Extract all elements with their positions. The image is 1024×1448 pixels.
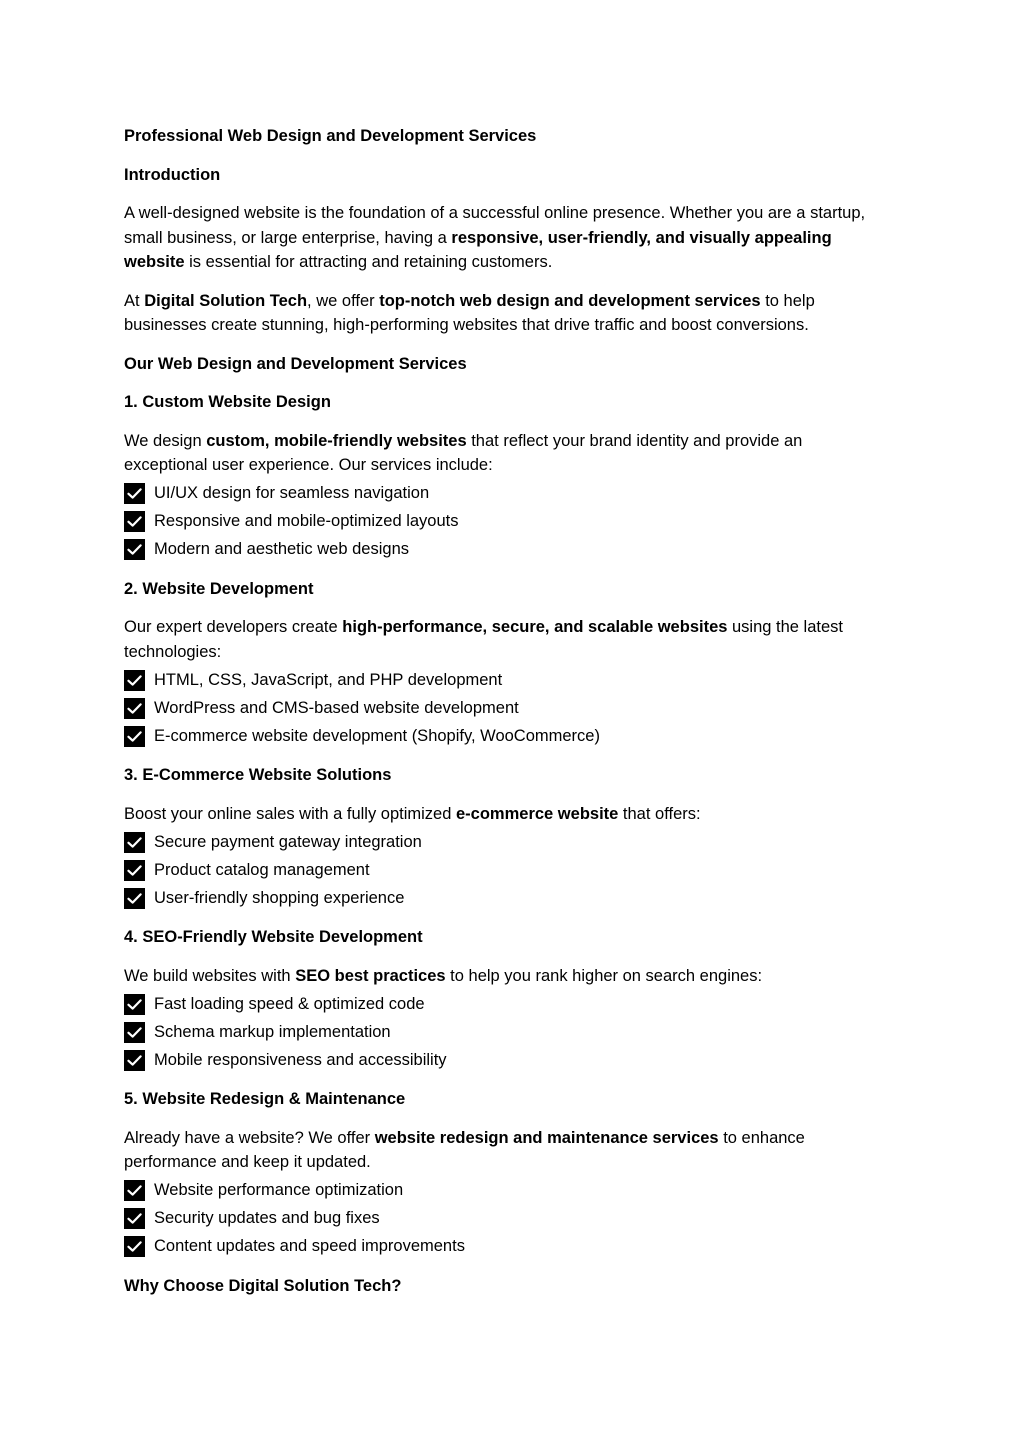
document-body <box>124 124 884 1312</box>
checklist-item <box>124 480 884 508</box>
section-text-bold: website redesign and maintenance services <box>374 1128 719 1147</box>
check-box-icon <box>124 483 145 504</box>
section-paragraph <box>124 1126 884 1175</box>
check-box-icon <box>124 539 145 560</box>
checklist-item-label: WordPress and CMS-based website development <box>154 698 519 717</box>
checklist-item-label: Modern and aesthetic web designs <box>154 540 409 559</box>
check-box-icon <box>124 1022 145 1043</box>
check-box-icon <box>124 994 145 1015</box>
check-box-icon <box>124 1236 145 1257</box>
section-paragraph <box>124 615 884 664</box>
checklist <box>124 828 884 912</box>
section-heading: 2. Website Development <box>124 579 314 598</box>
checklist-item-label: Product catalog management <box>154 860 370 879</box>
checklist-item-label: Content updates and speed improvements <box>154 1237 465 1256</box>
company-name-bold: Digital Solution Tech <box>144 291 308 310</box>
checklist <box>124 1177 884 1261</box>
checklist <box>124 480 884 564</box>
section-paragraph <box>124 429 884 478</box>
section-paragraph <box>124 802 884 827</box>
checklist-item <box>124 1177 884 1205</box>
section-heading: 5. Website Redesign & Maintenance <box>124 1090 406 1108</box>
section-text-bold: custom, mobile-friendly websites <box>206 431 467 450</box>
why-choose-heading: Why Choose Digital Solution Tech? <box>124 1276 402 1295</box>
section-text-bold: SEO best practices <box>295 966 446 985</box>
checklist-item <box>124 828 884 856</box>
checklist <box>124 990 884 1074</box>
section-text-a: Our expert developers create <box>124 618 343 636</box>
checklist-item <box>124 508 884 536</box>
intro-p1-text-c: is essential for attracting and retaining customers. <box>184 253 553 271</box>
checklist-item <box>124 722 884 750</box>
intro-p2-text-a: At <box>124 291 145 310</box>
section-text-c: to enhance performance and keep it updated. <box>124 1128 805 1171</box>
section-text-c: that reflect your brand identity and provide an exceptional user experience. Our services include: <box>124 431 803 474</box>
check-box-icon <box>124 860 145 881</box>
check-box-icon <box>124 726 145 747</box>
checklist-item <box>124 536 884 564</box>
section-text-c: to help you rank higher on search engines: <box>445 966 763 985</box>
section-text-a: We build websites with <box>124 966 296 985</box>
checklist-item-label: E-commerce website development (Shopify, WooCommerce) <box>154 726 600 745</box>
checklist-item <box>124 694 884 722</box>
checklist-item-label: HTML, CSS, JavaScript, and PHP development <box>154 670 503 689</box>
check-box-icon <box>124 698 145 719</box>
section-text-bold: e-commerce website <box>456 804 619 823</box>
intro-p2-text-e: to help businesses create stunning, high-performing websites that drive traffic and boost conversions. <box>124 291 815 334</box>
section-text-bold: high-performance, secure, and scalable websites <box>342 618 728 636</box>
section-text-c: that offers: <box>618 804 701 823</box>
intro-p1-text-a: A well-designed website is the foundation of a successful online presence. Whether you are a startup, small business, or large enterprise, having a <box>124 204 866 247</box>
intro-p2-text-c: , we offer <box>307 291 380 310</box>
intro-p1-bold: responsive, user-friendly, and visually appealing website <box>124 228 832 271</box>
checklist-item <box>124 990 884 1018</box>
services-sections <box>124 390 884 1261</box>
check-box-icon <box>124 1180 145 1201</box>
checklist-item-label: UI/UX design for seamless navigation <box>154 484 430 503</box>
checklist-item <box>124 1046 884 1074</box>
section-text-a: Boost your online sales with a fully optimized <box>124 804 456 823</box>
checklist-item <box>124 856 884 884</box>
section-heading: 4. SEO-Friendly Website Development <box>124 928 423 946</box>
intro-p2-bold: top-notch web design and development services <box>379 291 761 310</box>
checklist-item-label: User-friendly shopping experience <box>154 888 405 907</box>
check-box-icon <box>124 832 145 853</box>
check-box-icon <box>124 888 145 909</box>
checklist-item-label: Fast loading speed & optimized code <box>154 994 425 1013</box>
intro-paragraph-1 <box>124 201 884 275</box>
check-box-icon <box>124 1050 145 1071</box>
checklist-item-label: Mobile responsiveness and accessibility <box>154 1050 447 1069</box>
checklist-item-label: Website performance optimization <box>154 1181 404 1200</box>
check-box-icon <box>124 1208 145 1229</box>
checklist-item-label: Security updates and bug fixes <box>154 1209 380 1228</box>
check-box-icon <box>124 670 145 691</box>
checklist-item <box>124 1233 884 1261</box>
checklist-item <box>124 1018 884 1046</box>
section-text-a: Already have a website? We offer <box>124 1128 375 1147</box>
checklist-item-label: Responsive and mobile-optimized layouts <box>154 512 459 531</box>
document-title: Professional Web Design and Development Services <box>124 127 537 145</box>
intro-paragraph-2 <box>124 289 884 338</box>
checklist-item <box>124 884 884 912</box>
section-heading: 3. E-Commerce Website Solutions <box>124 766 392 784</box>
checklist-item-label: Secure payment gateway integration <box>154 832 422 851</box>
checklist-item <box>124 1205 884 1233</box>
section-text-a: We design <box>124 431 207 450</box>
section-text-c: using the latest technologies: <box>124 618 843 661</box>
services-heading: Our Web Design and Development Services <box>124 354 467 373</box>
section-heading: 1. Custom Website Design <box>124 393 331 411</box>
checklist-item-label: Schema markup implementation <box>154 1022 391 1041</box>
checklist-item <box>124 666 884 694</box>
section-paragraph <box>124 964 884 989</box>
checklist <box>124 666 884 750</box>
intro-heading: Introduction <box>124 165 221 184</box>
check-box-icon <box>124 511 145 532</box>
